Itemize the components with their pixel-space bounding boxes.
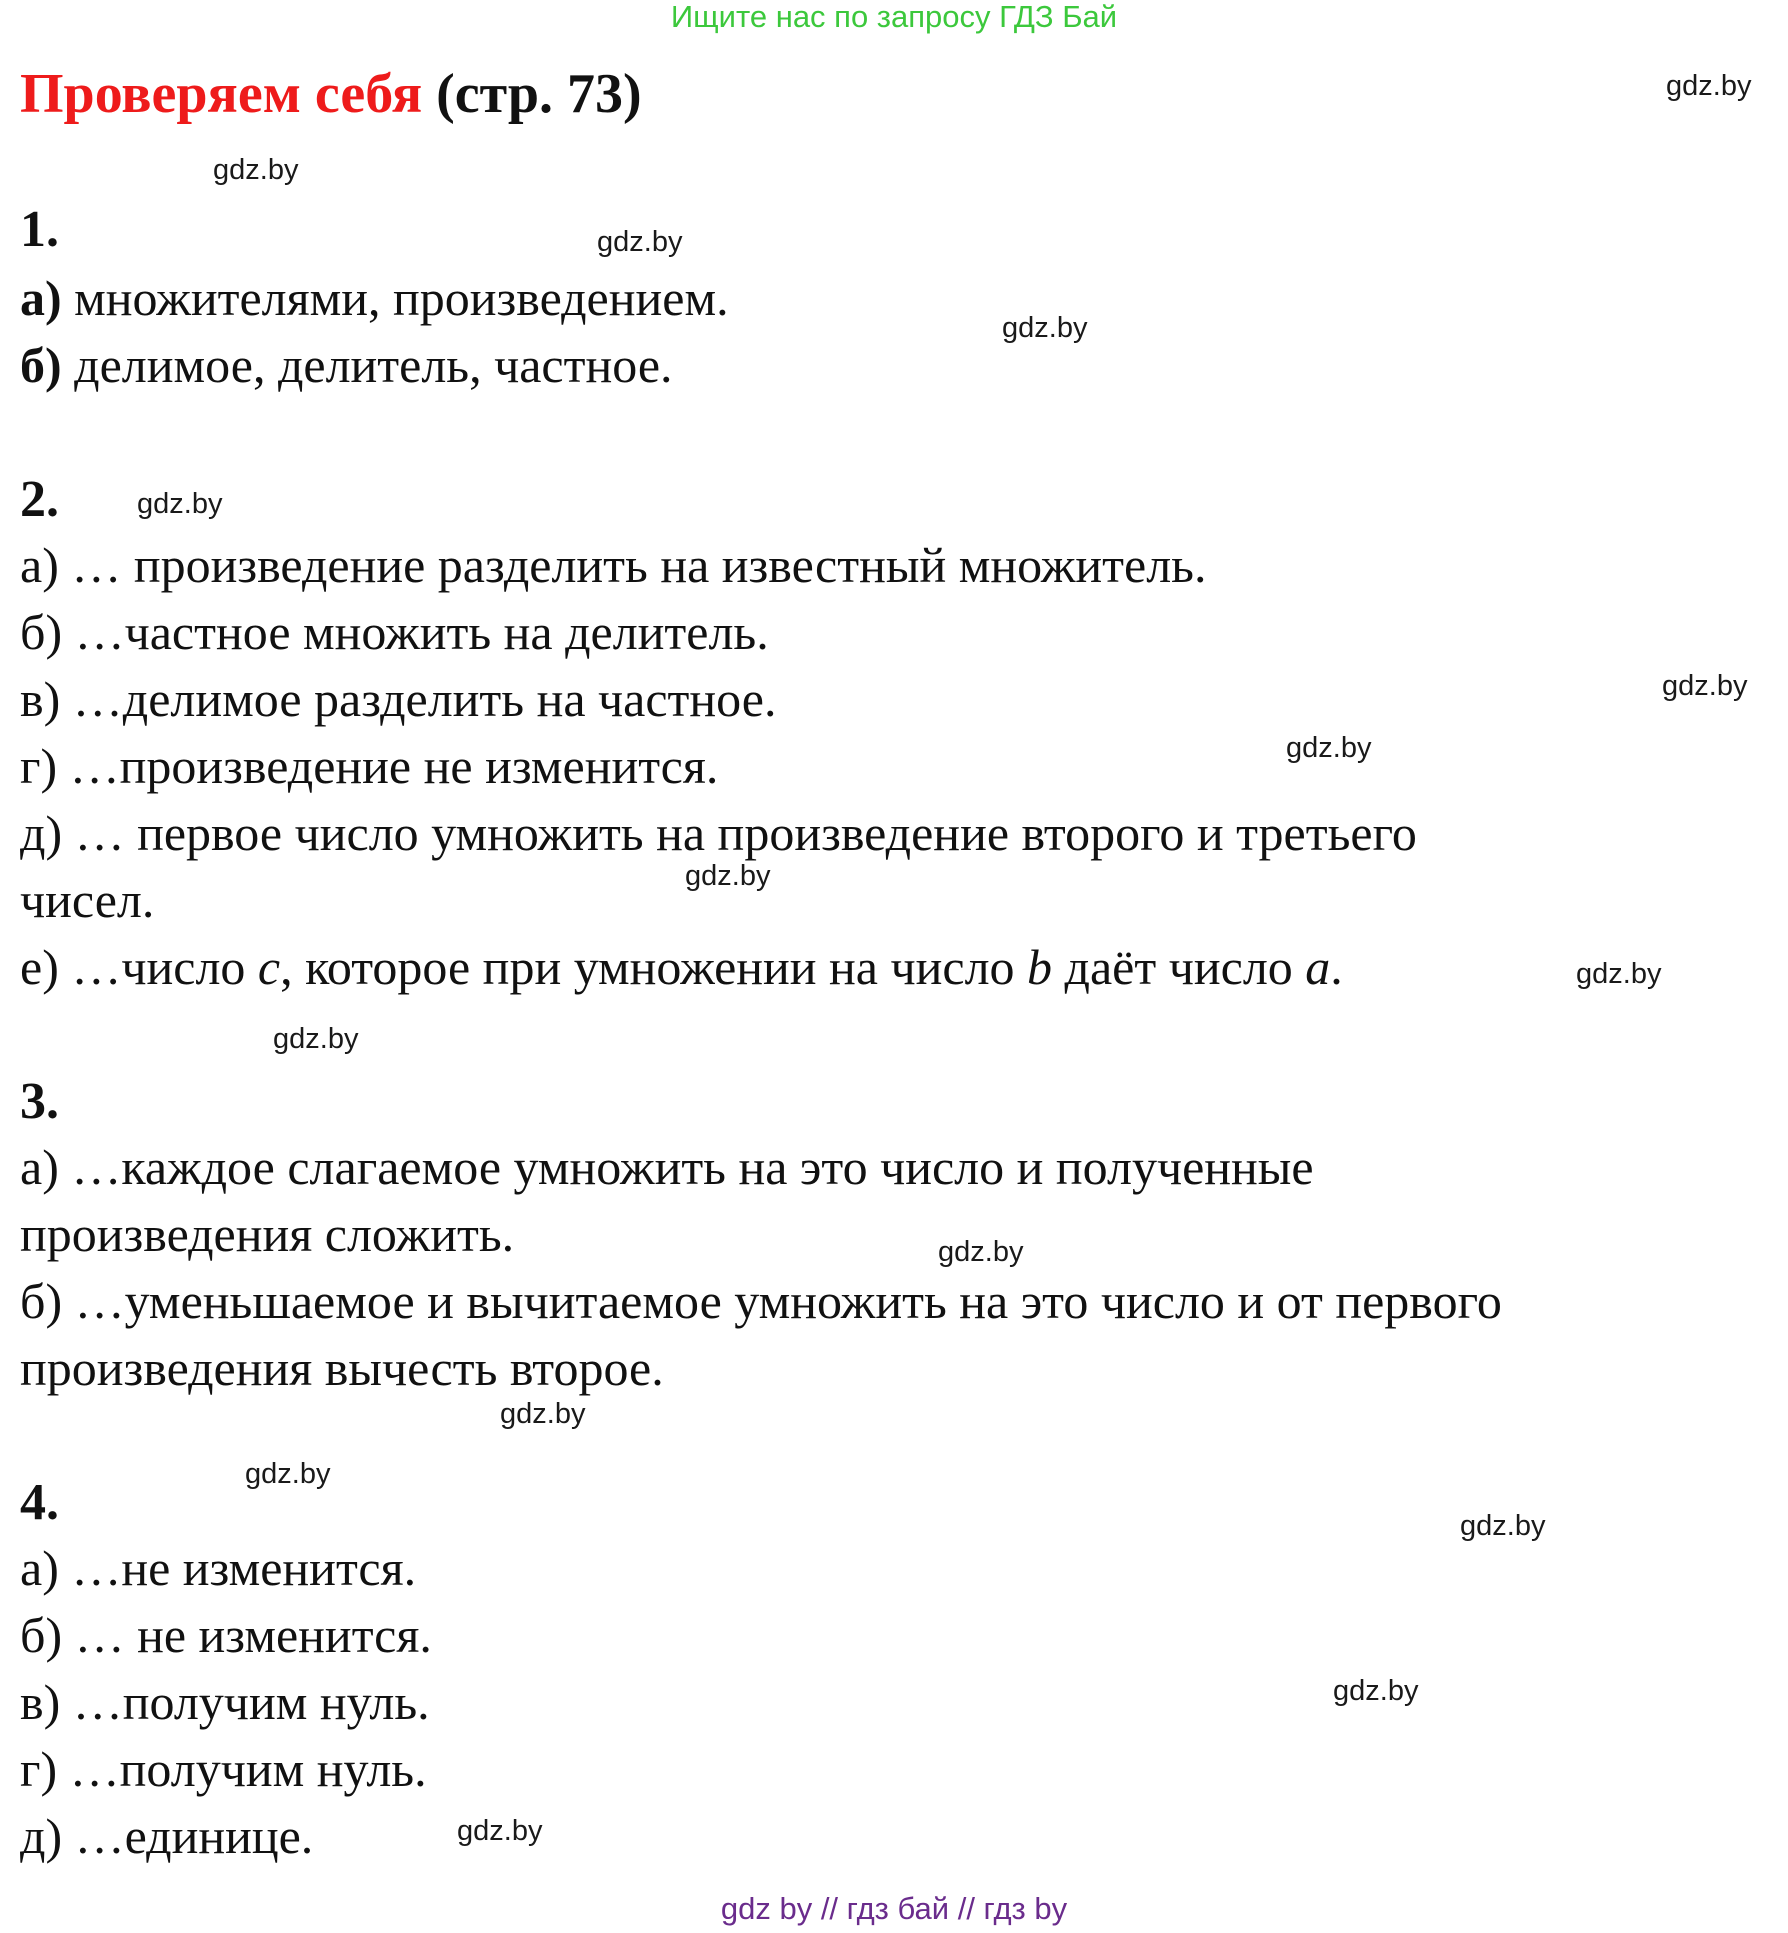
footer-links: gdz by // гдз бай // гдз by — [720, 1891, 1068, 1926]
section-3-item-a-line2: произведения сложить. — [20, 1206, 515, 1262]
page-title — [20, 62, 642, 126]
section-3-item-b-line2: произведения вычесть второе. — [20, 1340, 664, 1396]
section-2-item-g: г) …произведение не изменится. — [20, 738, 719, 794]
section-1-item-b-text: делимое, делитель, частное. — [74, 337, 673, 393]
section-1-item-a — [20, 268, 729, 328]
section-2-item-e — [20, 937, 1343, 997]
watermark: gdz.by — [1460, 1510, 1546, 1542]
watermark: gdz.by — [597, 226, 683, 258]
watermark: gdz.by — [1286, 732, 1372, 764]
watermark: gdz.by — [273, 1023, 359, 1055]
section-1-item-b-label: б) — [20, 337, 62, 393]
variable-a: a — [1305, 939, 1331, 995]
watermark: gdz.by — [1002, 312, 1088, 344]
watermark: gdz.by — [500, 1398, 586, 1430]
section-1-item-b — [20, 335, 673, 395]
page-title-main: Проверяем себя — [20, 63, 423, 125]
watermark: gdz.by — [685, 860, 771, 892]
watermark: gdz.by — [213, 154, 299, 186]
page-title-page-ref: (стр. 73) — [436, 63, 642, 125]
section-4-item-v: в) …получим нуль. — [20, 1674, 430, 1730]
section-3-item-b-line1: б) …уменьшаемое и вычитаемое умножить на это число и от первого — [20, 1273, 1502, 1329]
watermark: gdz.by — [137, 488, 223, 520]
section-2-item-b: б) …частное множить на делитель. — [20, 604, 769, 660]
watermark: gdz.by — [1333, 1675, 1419, 1707]
section-4-item-b: б) … не изменится. — [20, 1607, 432, 1663]
section-2-item-d-line1: д) … первое число умножить на произведение второго и третьего — [20, 805, 1417, 861]
variable-b: b — [1027, 939, 1053, 995]
section-2-number: 2. — [20, 471, 59, 528]
watermark: gdz.by — [1662, 670, 1748, 702]
section-3-number: 3. — [20, 1073, 59, 1130]
watermark: gdz.by — [1666, 70, 1752, 102]
section-1-item-a-text: множителями, произведением. — [74, 270, 729, 326]
watermark: gdz.by — [245, 1458, 331, 1490]
section-2-item-e-pre: е) …число — [20, 939, 258, 995]
section-1-item-a-label: а) — [20, 270, 62, 326]
section-2-item-a: а) … произведение разделить на известный множитель. — [20, 537, 1207, 593]
watermark: gdz.by — [457, 1815, 543, 1847]
section-3-item-a-line1: а) …каждое слагаемое умножить на это число и полученные — [20, 1139, 1314, 1195]
section-2-item-e-end: . — [1330, 939, 1343, 995]
section-1-number: 1. — [20, 201, 59, 258]
section-4-item-d: д) …единице. — [20, 1808, 314, 1864]
section-2-item-e-mid: , которое при умножении на число — [280, 939, 1028, 995]
variable-c: c — [257, 939, 281, 995]
top-banner: Ищите нас по запросу ГДЗ Бай — [670, 0, 1118, 34]
section-4-number: 4. — [20, 1474, 59, 1531]
watermark: gdz.by — [938, 1236, 1024, 1268]
section-4-item-g: г) …получим нуль. — [20, 1741, 427, 1797]
watermark: gdz.by — [1576, 958, 1662, 990]
section-2-item-d-line2: чисел. — [20, 872, 155, 928]
section-2-item-e-mid2: даёт число — [1052, 939, 1306, 995]
section-4-item-a: а) …не изменится. — [20, 1540, 417, 1596]
section-2-item-v: в) …делимое разделить на частное. — [20, 671, 777, 727]
